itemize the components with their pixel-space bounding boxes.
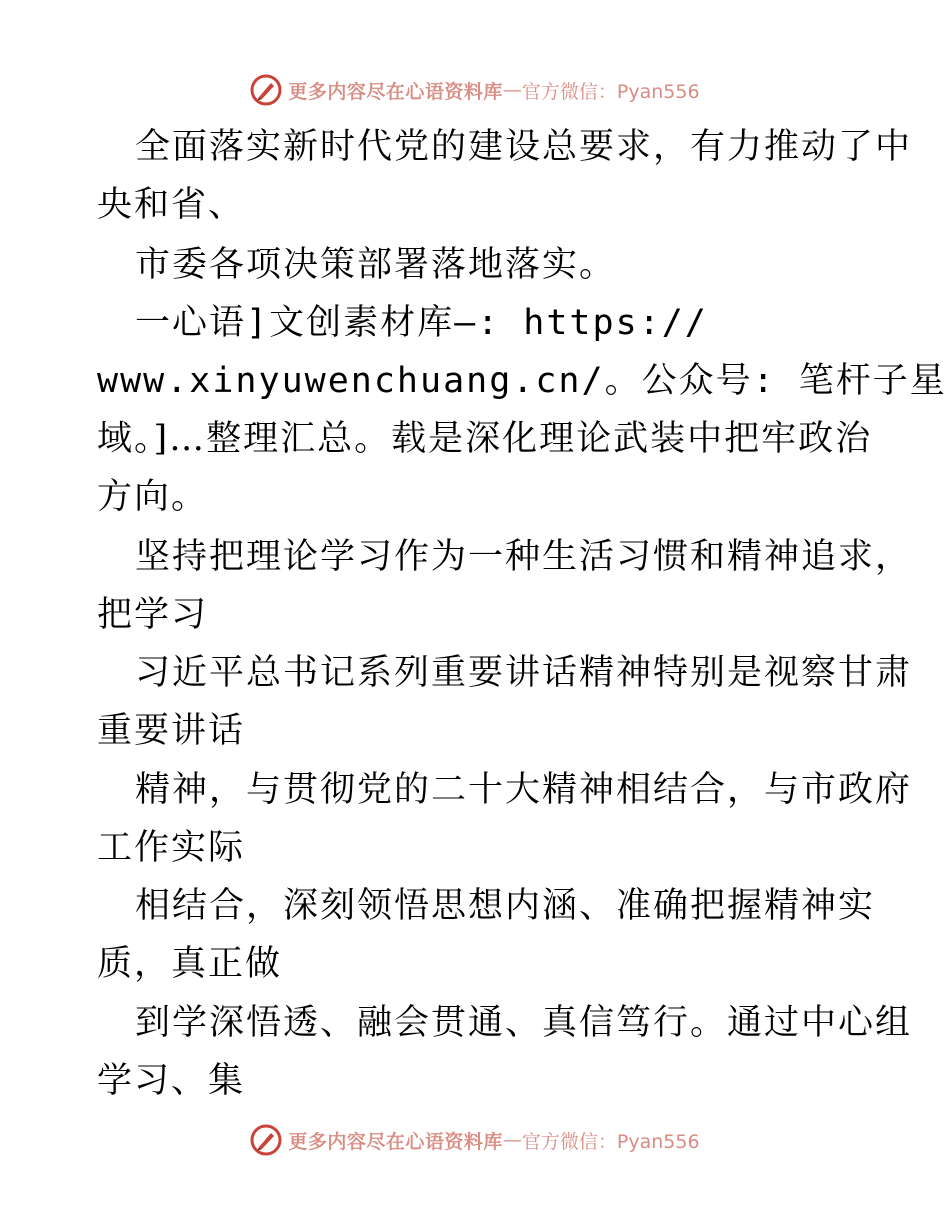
- text-line: 把学习: [97, 595, 209, 635]
- text-line: 学习、集: [97, 1061, 246, 1101]
- text-line: www.xinyuwenchuang.cn/。公众号: 笔杆子星: [97, 361, 947, 401]
- text-line: 市委各项决策部署落地落实。: [135, 245, 617, 285]
- text-line: 到学深悟透、融会贯通、真信笃行。通过中心组: [135, 1003, 913, 1043]
- text-line: 方向。: [97, 477, 209, 517]
- text-line: 重要讲话: [97, 711, 246, 751]
- pen-logo-icon: [250, 74, 282, 106]
- banner-contact: 官方微信：Pyan556: [521, 80, 700, 103]
- text-line: 全面落实新时代党的建设总要求，有力推动了中: [135, 127, 913, 167]
- text-line: 央和省、: [97, 185, 246, 225]
- text-line: 相结合，深刻领悟思想内涵、准确把握精神实: [135, 886, 876, 926]
- text-line: 一心语]文创素材库—: https://: [135, 303, 708, 343]
- pen-logo-icon: [250, 1124, 282, 1156]
- banner-title: 更多内容尽在心语资料库: [288, 1130, 503, 1153]
- text-line: 精神，与贯彻党的二十大精神相结合，与市政府: [135, 770, 913, 810]
- text-line: 质，真正做: [97, 944, 283, 984]
- text-line: 习近平总书记系列重要讲话精神特别是视察甘肃: [135, 653, 913, 693]
- banner-title: 更多内容尽在心语资料库: [288, 80, 503, 103]
- text-line: 坚持把理论学习作为一种生活习惯和精神追求，: [135, 537, 913, 577]
- text-line: 域。]…整理汇总。载是深化理论武装中把牢政治: [97, 419, 873, 459]
- banner-separator: —: [502, 79, 522, 101]
- header-banner: [0, 70, 950, 110]
- banner-separator: —: [502, 1129, 522, 1151]
- footer-banner: [0, 1120, 950, 1160]
- text-line: 工作实际: [97, 828, 246, 868]
- banner-contact: 官方微信：Pyan556: [521, 1130, 700, 1153]
